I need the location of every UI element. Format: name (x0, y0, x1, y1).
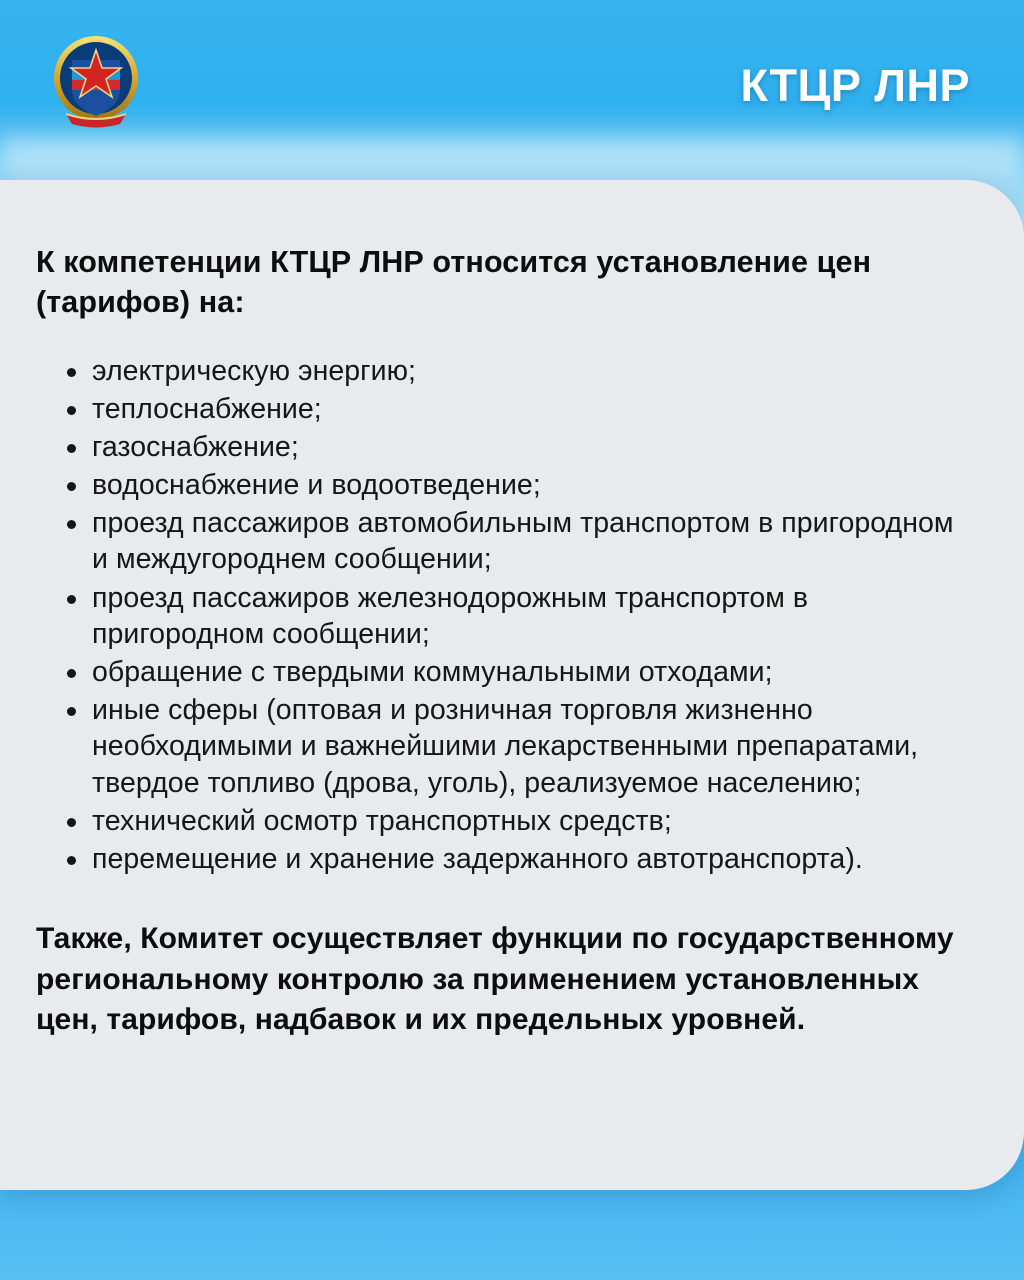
list-item: теплоснабжение; (36, 391, 968, 427)
list-item: газоснабжение; (36, 429, 968, 465)
list-item: проезд пассажиров автомобильным транспортом в пригородном и междугороднем сообщении; (36, 505, 968, 577)
page-title: КТЦР ЛНР (740, 60, 970, 111)
content-card (0, 180, 1024, 1190)
lnr-coat-of-arms-icon (44, 30, 148, 134)
list-item: проезд пассажиров железнодорожным транспортом в пригородном сообщении; (36, 580, 968, 652)
lead-paragraph: К компетенции КТЦР ЛНР относится установление цен (тарифов) на: (36, 245, 872, 320)
competence-list (36, 353, 968, 878)
list-item: перемещение и хранение задержанного автотранспорта). (36, 841, 968, 877)
footer-space (0, 1192, 1024, 1280)
list-item: иные сферы (оптовая и розничная торговля жизненно необходимыми и важнейшими лекарственными препаратами, твердое топливо (дрова, уголь), реализуемое населению; (36, 692, 968, 801)
list-item: обращение с твердыми коммунальными отходами; (36, 654, 968, 690)
closing-paragraph: Также, Комитет осуществляет функции по государственному региональному контролю за применением установленных цен, тарифов, надбавок и их предельных уровней. (36, 922, 954, 1037)
header (0, 0, 1024, 172)
list-item: водоснабжение и водоотведение; (36, 467, 968, 503)
list-item: электрическую энергию; (36, 353, 968, 389)
list-item: технический осмотр транспортных средств; (36, 803, 968, 839)
